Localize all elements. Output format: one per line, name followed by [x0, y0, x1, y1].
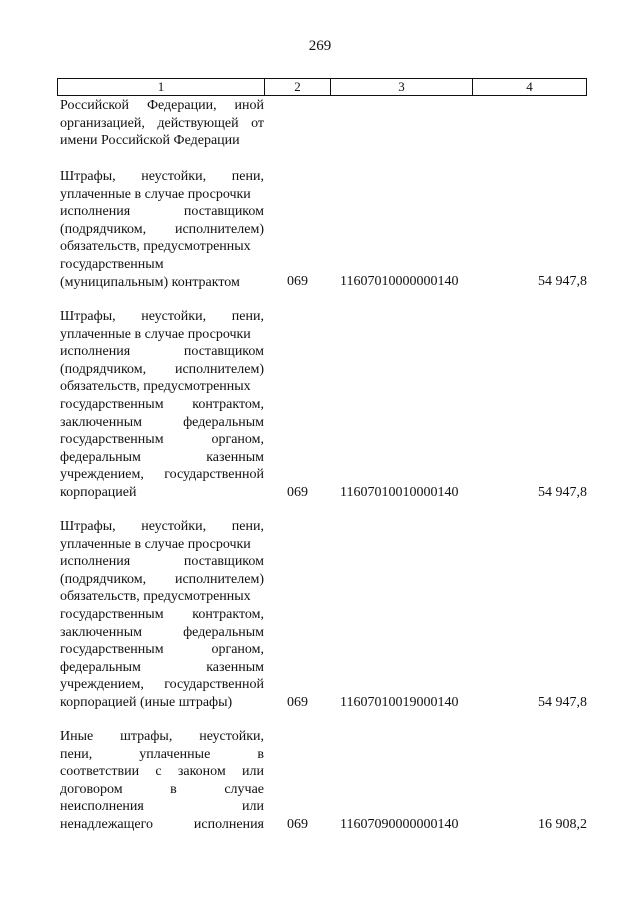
desc-line: неисполнения или: [60, 799, 264, 815]
desc-line: Российской Федерации, иной: [60, 98, 264, 113]
desc-line: обязательств, предусмотренных: [60, 379, 251, 395]
desc-line: обязательств, предусмотренных: [60, 589, 251, 605]
desc-line: организацией, действующей от: [60, 115, 264, 131]
budget-code: 11607010010000140: [340, 485, 459, 501]
header-col-2: 2: [265, 79, 331, 95]
desc-line: государственным: [60, 256, 164, 272]
continuation-text: [60, 97, 264, 150]
budget-code: 11607090000000140: [340, 817, 459, 833]
header-col-4: 4: [526, 79, 533, 94]
desc-line: Штрафы, неустойки, пени,: [60, 309, 264, 324]
desc-line: федеральным казенным: [60, 449, 264, 465]
desc-line: Штрафы, неустойки, пени,: [60, 169, 264, 184]
table-row: [57, 168, 587, 291]
desc-line: имени Российской Федерации: [60, 133, 240, 149]
desc-line: исполнения поставщиком: [60, 204, 264, 220]
desc-line: исполнения поставщиком: [60, 344, 264, 360]
desc-line: ненадлежащего исполнения: [60, 816, 264, 832]
desc-line: (муниципальным) контрактом: [60, 274, 240, 290]
amount-value: 54 947,8: [538, 274, 587, 290]
budget-code: 11607010019000140: [340, 695, 459, 711]
row-description: [60, 308, 264, 502]
continuation-row: [57, 97, 587, 151]
desc-line: государственным контрактом,: [60, 396, 264, 412]
desc-line: пени, уплаченные в: [60, 746, 264, 762]
desc-line: корпорацией (иные штрафы): [60, 694, 233, 710]
desc-line: (подрядчиком, исполнителем): [60, 361, 264, 377]
desc-line: обязательств, предусмотренных: [60, 239, 251, 255]
desc-line: заключенным федеральным: [60, 414, 264, 430]
desc-line: государственным органом,: [60, 642, 264, 658]
desc-line: заключенным федеральным: [60, 624, 264, 640]
desc-line: учреждением, государственной: [60, 677, 264, 693]
table-row: [57, 308, 587, 502]
row-description: [60, 518, 264, 712]
desc-line: уплаченные в случае просрочки: [60, 536, 251, 552]
desc-line: корпорацией: [60, 484, 137, 500]
amount-value: 54 947,8: [538, 695, 587, 711]
desc-line: государственным контрактом,: [60, 606, 264, 622]
header-col-1: 1: [58, 79, 265, 95]
header-col-3: 3: [331, 79, 473, 95]
desc-line: (подрядчиком, исполнителем): [60, 571, 264, 587]
table-header: [57, 78, 587, 96]
amount-value: 16 908,2: [538, 817, 587, 833]
desc-line: Иные штрафы, неустойки,: [60, 729, 264, 744]
budget-code: 11607010000000140: [340, 274, 459, 290]
desc-line: Штрафы, неустойки, пени,: [60, 519, 264, 534]
page-number: 269: [308, 38, 332, 54]
row-description: [60, 728, 264, 834]
desc-line: федеральным казенным: [60, 659, 264, 675]
desc-line: государственным органом,: [60, 432, 264, 448]
admin-code: 069: [287, 274, 308, 290]
row-description: [60, 168, 264, 291]
desc-line: (подрядчиком, исполнителем): [60, 221, 264, 237]
desc-line: уплаченные в случае просрочки: [60, 326, 251, 342]
admin-code: 069: [287, 695, 308, 711]
table-row: [57, 518, 587, 712]
desc-line: уплаченные в случае просрочки: [60, 186, 251, 202]
desc-line: договором в случае: [60, 781, 264, 797]
desc-line: соответствии с законом или: [60, 764, 264, 780]
desc-line: исполнения поставщиком: [60, 554, 264, 570]
admin-code: 069: [287, 485, 308, 501]
admin-code: 069: [287, 817, 308, 833]
desc-line: учреждением, государственной: [60, 467, 264, 483]
table-row: [57, 728, 587, 834]
amount-value: 54 947,8: [538, 485, 587, 501]
